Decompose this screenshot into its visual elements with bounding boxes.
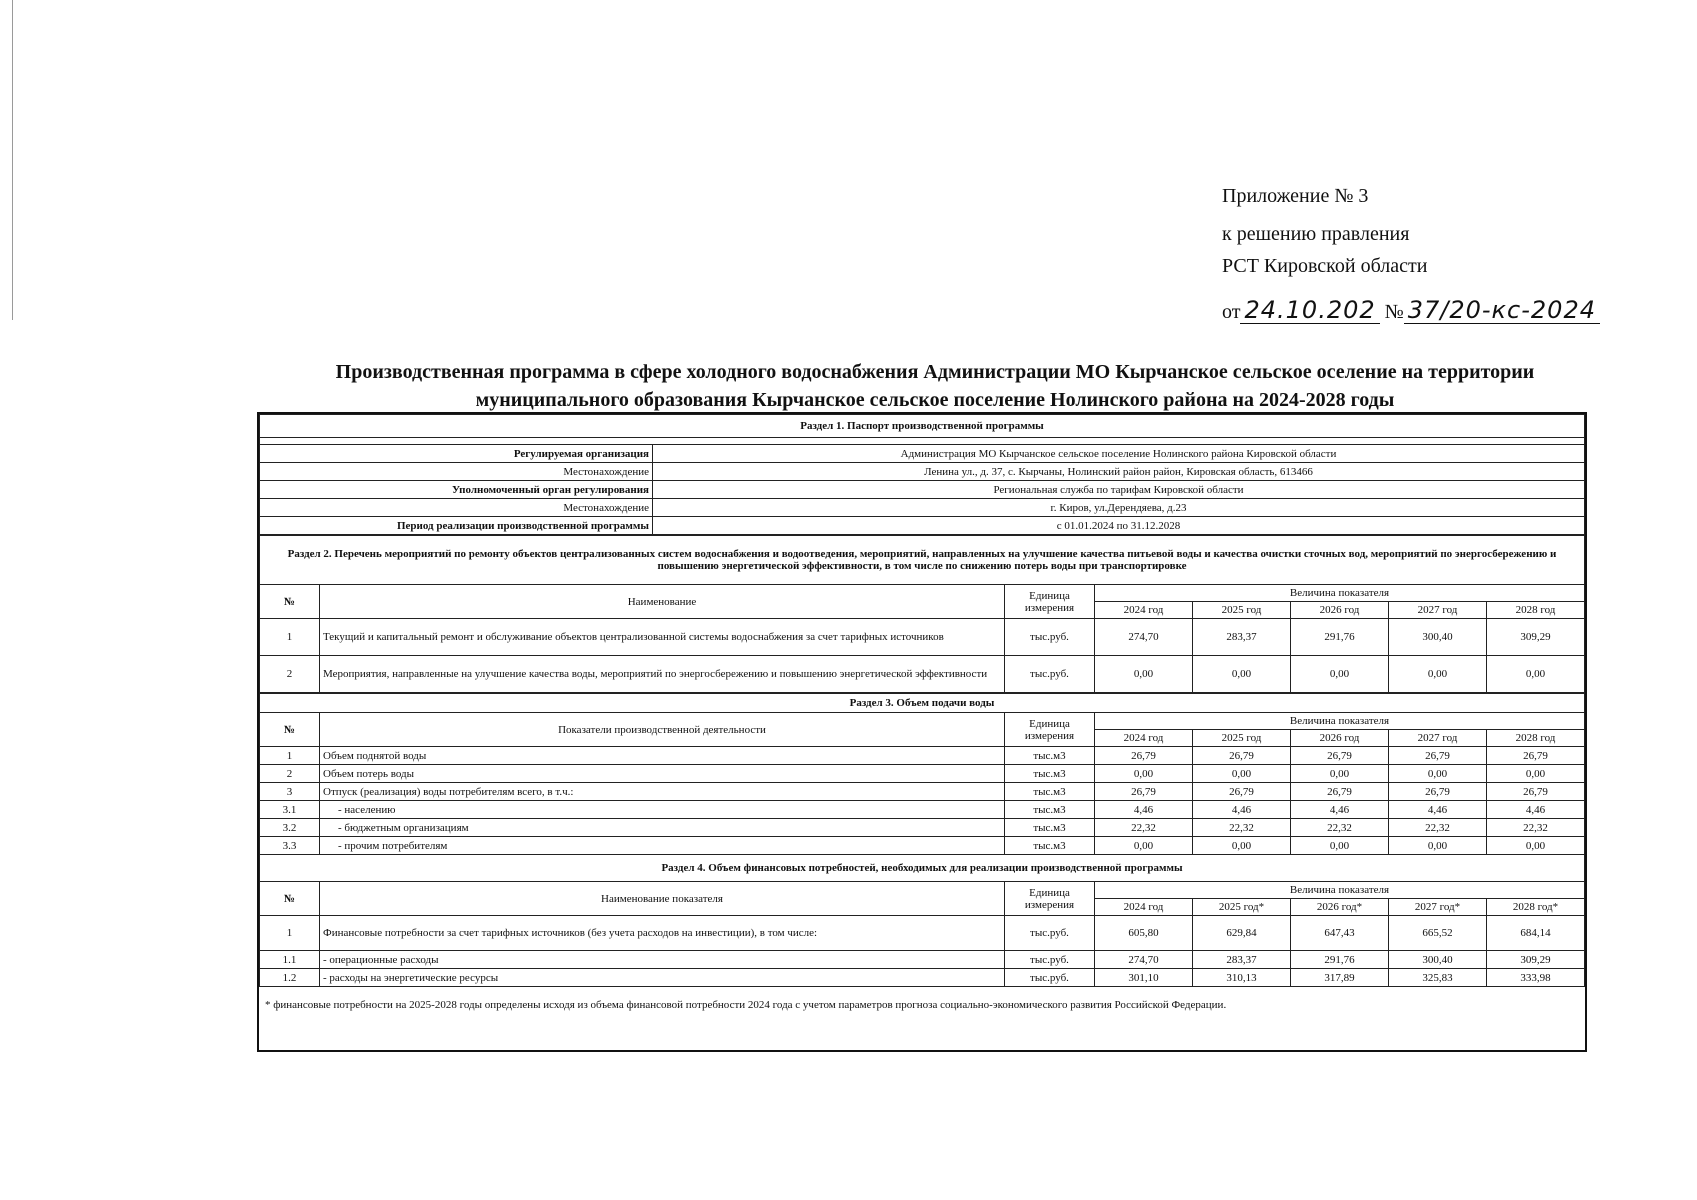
cell-value: 22,32 [1095, 819, 1193, 837]
col-name: Показатели производственной деятельности [320, 713, 1005, 747]
row-name: - населению [320, 801, 1005, 819]
row-name: Объем потерь воды [320, 765, 1005, 783]
row-name: Отпуск (реализация) воды потребителям всего, в т.ч.: [320, 783, 1005, 801]
cell-value: 0,00 [1291, 837, 1389, 855]
cell-value: 4,46 [1291, 801, 1389, 819]
row-no: 1 [260, 619, 320, 656]
passport-value: г. Киров, ул.Дерендяева, д.23 [653, 499, 1585, 517]
year-header: 2025 год [1193, 730, 1291, 747]
cell-value: 26,79 [1389, 747, 1487, 765]
cell-value: 333,98 [1487, 969, 1585, 987]
row-no: 3.3 [260, 837, 320, 855]
program-document [257, 412, 1587, 1052]
row-unit: тыс.м3 [1005, 801, 1095, 819]
appendix-decision: к решению правления [1222, 223, 1410, 245]
col-value: Величина показателя [1095, 882, 1585, 899]
passport-label: Местонахождение [260, 499, 653, 517]
cell-value: 283,37 [1193, 951, 1291, 969]
cell-value: 4,46 [1389, 801, 1487, 819]
cell-value: 0,00 [1095, 837, 1193, 855]
cell-value: 274,70 [1095, 951, 1193, 969]
cell-value: 0,00 [1193, 765, 1291, 783]
row-unit: тыс.м3 [1005, 819, 1095, 837]
cell-value: 26,79 [1291, 747, 1389, 765]
year-header: 2028 год [1487, 602, 1585, 619]
cell-value: 22,32 [1193, 819, 1291, 837]
cell-value: 300,40 [1389, 951, 1487, 969]
cell-value: 325,83 [1389, 969, 1487, 987]
cell-value: 0,00 [1389, 765, 1487, 783]
row-unit: тыс.м3 [1005, 783, 1095, 801]
cell-value: 22,32 [1389, 819, 1487, 837]
col-unit: Единица измерения [1005, 882, 1095, 916]
year-header: 2024 год [1095, 602, 1193, 619]
cell-value: 4,46 [1095, 801, 1193, 819]
section3-table [259, 693, 1585, 855]
year-header: 2027 год [1389, 602, 1487, 619]
passport-value: Ленина ул., д. 37, с. Кырчаны, Нолинский район район, Кировская область, 613466 [653, 463, 1585, 481]
cell-value: 301,10 [1095, 969, 1193, 987]
row-no: 3 [260, 783, 320, 801]
row-no: 3.1 [260, 801, 320, 819]
cell-value: 0,00 [1389, 837, 1487, 855]
cell-value: 26,79 [1487, 747, 1585, 765]
row-name: Текущий и капитальный ремонт и обслуживание объектов централизованной системы водоснабжения за счет тарифных источников [320, 619, 1005, 656]
cell-value: 26,79 [1291, 783, 1389, 801]
year-header: 2024 год [1095, 730, 1193, 747]
cell-value: 0,00 [1095, 765, 1193, 783]
year-header: 2027 год [1389, 730, 1487, 747]
cell-value: 22,32 [1291, 819, 1389, 837]
scan-edge-line [12, 0, 13, 320]
appendix-block [1222, 180, 1600, 328]
cell-value: 309,29 [1487, 619, 1585, 656]
row-unit: тыс.руб. [1005, 916, 1095, 951]
col-unit: Единица измерения [1005, 713, 1095, 747]
section2-header: Раздел 2. Перечень мероприятий по ремонту объектов централизованных систем водоснабжения и водоотведения, мероприятий, направленных на улучшение качества питьевой воды и качества очистки сточных вод, мероприятий по энергосбережению и повышению энергетической эффективности, в том числе по снижению потерь воды при транспортировке [260, 536, 1585, 585]
cell-value: 22,32 [1487, 819, 1585, 837]
row-name: Финансовые потребности за счет тарифных источников (без учета расходов на инвестиции), в том числе: [320, 916, 1005, 951]
passport-label: Местонахождение [260, 463, 653, 481]
cell-value: 309,29 [1487, 951, 1585, 969]
cell-value: 0,00 [1389, 656, 1487, 693]
year-header: 2026 год* [1291, 899, 1389, 916]
handwritten-date: 24.10.202 [1240, 297, 1379, 324]
cell-value: 629,84 [1193, 916, 1291, 951]
row-unit: тыс.руб. [1005, 969, 1095, 987]
section4-header: Раздел 4. Объем финансовых потребностей, необходимых для реализации производственной программы [260, 855, 1585, 882]
year-header: 2027 год* [1389, 899, 1487, 916]
col-value: Величина показателя [1095, 713, 1585, 730]
number-prefix: № [1384, 301, 1404, 323]
row-name: - прочим потребителям [320, 837, 1005, 855]
cell-value: 0,00 [1193, 656, 1291, 693]
cell-value: 26,79 [1095, 747, 1193, 765]
appendix-date-number [1222, 296, 1600, 328]
cell-value: 291,76 [1291, 619, 1389, 656]
row-unit: тыс.м3 [1005, 765, 1095, 783]
row-no: 1 [260, 747, 320, 765]
appendix-authority: РСТ Кировской области [1222, 255, 1428, 277]
spacer-row [260, 438, 1585, 445]
year-header: 2026 год [1291, 602, 1389, 619]
cell-value: 0,00 [1095, 656, 1193, 693]
row-name: - операционные расходы [320, 951, 1005, 969]
cell-value: 310,13 [1193, 969, 1291, 987]
row-name: - бюджетным организациям [320, 819, 1005, 837]
year-header: 2026 год [1291, 730, 1389, 747]
section4-table [259, 855, 1585, 987]
cell-value: 684,14 [1487, 916, 1585, 951]
col-value: Величина показателя [1095, 585, 1585, 602]
col-name: Наименование [320, 585, 1005, 619]
row-no: 1.2 [260, 969, 320, 987]
cell-value: 4,46 [1487, 801, 1585, 819]
handwritten-number: 37/20-кс-2024 [1404, 297, 1600, 324]
passport-value: Региональная служба по тарифам Кировской области [653, 481, 1585, 499]
row-unit: тыс.руб. [1005, 656, 1095, 693]
section3-header: Раздел 3. Объем подачи воды [260, 694, 1585, 713]
section2-table [259, 535, 1585, 693]
cell-value: 4,46 [1193, 801, 1291, 819]
row-name: Мероприятия, направленные на улучшение качества воды, мероприятий по энергосбережению и повышению энергетической эффективности [320, 656, 1005, 693]
row-unit: тыс.м3 [1005, 747, 1095, 765]
cell-value: 605,80 [1095, 916, 1193, 951]
row-no: 2 [260, 765, 320, 783]
passport-value: Администрация МО Кырчанское сельское поселение Нолинского района Кировской области [653, 445, 1585, 463]
section1-table [259, 414, 1585, 535]
date-prefix: от [1222, 301, 1241, 323]
cell-value: 274,70 [1095, 619, 1193, 656]
row-no: 1.1 [260, 951, 320, 969]
cell-value: 317,89 [1291, 969, 1389, 987]
footnote: * финансовые потребности на 2025-2028 годы определены исходя из объема финансовой потребности 2024 года с учетом параметров прогноза социально-экономического развития Российской Федерации. [265, 999, 1227, 1011]
col-name: Наименование показателя [320, 882, 1005, 916]
col-unit: Единица измерения [1005, 585, 1095, 619]
cell-value: 26,79 [1389, 783, 1487, 801]
year-header: 2028 год [1487, 730, 1585, 747]
cell-value: 0,00 [1487, 656, 1585, 693]
cell-value: 665,52 [1389, 916, 1487, 951]
cell-value: 647,43 [1291, 916, 1389, 951]
passport-label: Период реализации производственной программы [260, 517, 653, 535]
cell-value: 26,79 [1487, 783, 1585, 801]
appendix-number: Приложение № 3 [1222, 185, 1369, 207]
row-unit: тыс.руб. [1005, 951, 1095, 969]
cell-value: 0,00 [1291, 656, 1389, 693]
year-header: 2025 год [1193, 602, 1291, 619]
page-title: Производственная программа в сфере холодного водоснабжения Администрации МО Кырчанское сельское оселение на территории муниципального образования Кырчанское сельское поселение Нолинского района на 2024-2028 годы [335, 361, 1535, 411]
row-name: - расходы на энергетические ресурсы [320, 969, 1005, 987]
row-no: 2 [260, 656, 320, 693]
row-no: 1 [260, 916, 320, 951]
cell-value: 26,79 [1095, 783, 1193, 801]
cell-value: 283,37 [1193, 619, 1291, 656]
row-unit: тыс.м3 [1005, 837, 1095, 855]
cell-value: 26,79 [1193, 783, 1291, 801]
cell-value: 26,79 [1193, 747, 1291, 765]
passport-value: с 01.01.2024 по 31.12.2028 [653, 517, 1585, 535]
cell-value: 0,00 [1193, 837, 1291, 855]
year-header: 2025 год* [1193, 899, 1291, 916]
col-no: № [260, 882, 320, 916]
cell-value: 0,00 [1487, 765, 1585, 783]
cell-value: 300,40 [1389, 619, 1487, 656]
cell-value: 0,00 [1487, 837, 1585, 855]
col-no: № [260, 713, 320, 747]
passport-label: Уполномоченный орган регулирования [260, 481, 653, 499]
year-header: 2024 год [1095, 899, 1193, 916]
cell-value: 0,00 [1291, 765, 1389, 783]
cell-value: 291,76 [1291, 951, 1389, 969]
col-no: № [260, 585, 320, 619]
row-name: Объем поднятой воды [320, 747, 1005, 765]
row-no: 3.2 [260, 819, 320, 837]
passport-label: Регулируемая организация [260, 445, 653, 463]
section1-header: Раздел 1. Паспорт производственной программы [260, 415, 1585, 438]
year-header: 2028 год* [1487, 899, 1585, 916]
row-unit: тыс.руб. [1005, 619, 1095, 656]
